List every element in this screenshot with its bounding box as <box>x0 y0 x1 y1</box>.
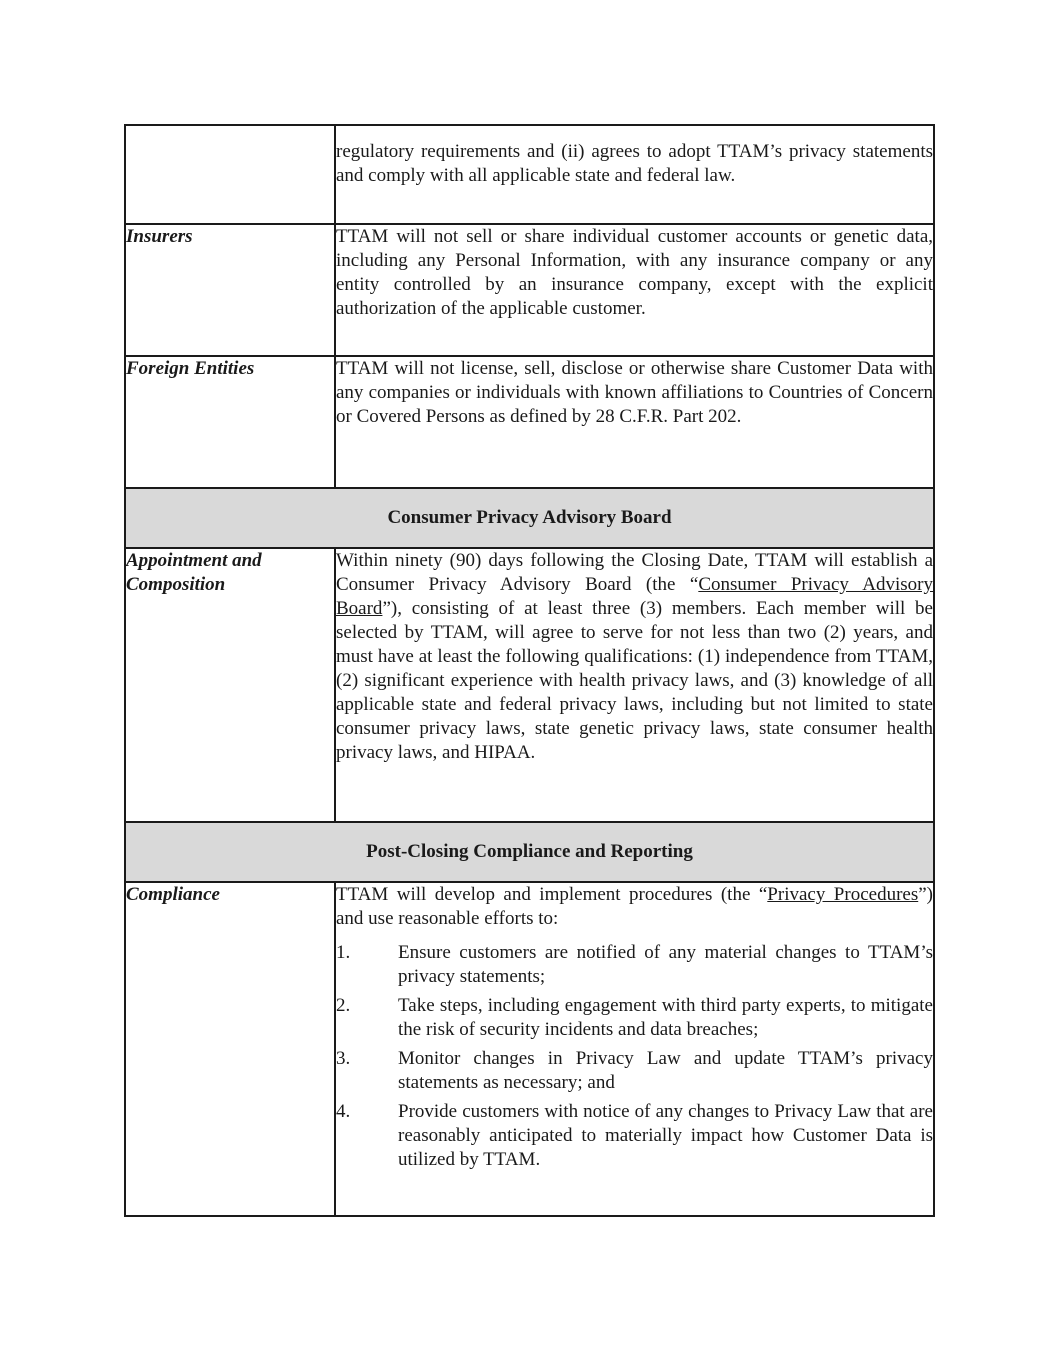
compliance-intro <box>336 883 933 931</box>
section-header-row <box>125 822 934 882</box>
row-text-appointment <box>335 548 934 822</box>
table-row <box>125 125 934 224</box>
row-text-compliance <box>335 882 934 1216</box>
table-row <box>125 224 934 356</box>
list-item <box>336 941 933 989</box>
compliance-text-after: ”) and use reasonable efforts to: <box>336 884 933 929</box>
section-header-board: Consumer Privacy Advisory Board <box>125 488 934 548</box>
row-label-foreign-entities: Foreign Entities <box>125 356 335 488</box>
row-text-foreign-entities: TTAM will not license, sell, disclose or otherwise share Customer Data with any companies or individuals with known affiliations to Countries of Concern or Covered Persons as defined by 28 C.F.R. Part 202. <box>335 356 934 488</box>
table-row <box>125 548 934 822</box>
terms-table <box>124 124 935 1217</box>
list-item-number: 1. <box>336 942 351 963</box>
row-label-compliance: Compliance <box>125 882 335 1216</box>
list-item <box>336 1047 933 1095</box>
section-header-compliance: Post-Closing Compliance and Reporting <box>125 822 934 882</box>
list-item-text: Take steps, including engagement with third party experts, to mitigate the risk of security incidents and data breaches; <box>398 995 933 1040</box>
appointment-text-after: ”), consisting of at least three (3) members. Each member will be selected by TTAM, will agree to serve for not less than two (2) years, and must have at least the following qualifications: (1) independence from TTAM, (2) significant experience with health privacy laws, and (3) knowledge of all applicable state and federal privacy laws, including but not limited to state consumer privacy laws, state genetic privacy laws, state consumer health privacy laws, and HIPAA. <box>336 598 933 763</box>
list-item-number: 2. <box>336 995 351 1016</box>
list-item-text: Monitor changes in Privacy Law and update TTAM’s privacy statements as necessary; and <box>398 1048 933 1093</box>
section-header-row <box>125 488 934 548</box>
list-item <box>336 1100 933 1172</box>
row-label-insurers: Insurers <box>125 224 335 356</box>
list-item-number: 3. <box>336 1048 351 1069</box>
row-text-continuation: regulatory requirements and (ii) agrees to adopt TTAM’s privacy statements and comply with all applicable state and federal law. <box>335 125 934 224</box>
defined-term-procedures: Privacy Procedures <box>767 884 919 905</box>
compliance-text-before: TTAM will develop and implement procedures (the “ <box>336 884 768 905</box>
list-item <box>336 994 933 1042</box>
table-row <box>125 356 934 488</box>
list-item-text: Provide customers with notice of any changes to Privacy Law that are reasonably anticipated to materially impact how Customer Data is utilized by TTAM. <box>398 1101 933 1170</box>
appointment-text-before: Within ninety (90) days following the Closing Date, TTAM will establish a Consumer Privacy Advisory Board (the “ <box>336 550 933 595</box>
table-row <box>125 882 934 1216</box>
defined-term-board: Consumer Privacy Advisory Board <box>336 574 933 619</box>
row-text-insurers: TTAM will not sell or share individual customer accounts or genetic data, including any Personal Information, with any insurance company or any entity controlled by an insurance company, except with the explicit authorization of the applicable customer. <box>335 224 934 356</box>
row-label-continuation <box>125 125 335 224</box>
procedures-list <box>336 941 933 1172</box>
row-label-appointment: Appointment and Composition <box>125 548 335 822</box>
list-item-text: Ensure customers are notified of any material changes to TTAM’s privacy statements; <box>398 942 933 987</box>
list-item-number: 4. <box>336 1101 351 1122</box>
